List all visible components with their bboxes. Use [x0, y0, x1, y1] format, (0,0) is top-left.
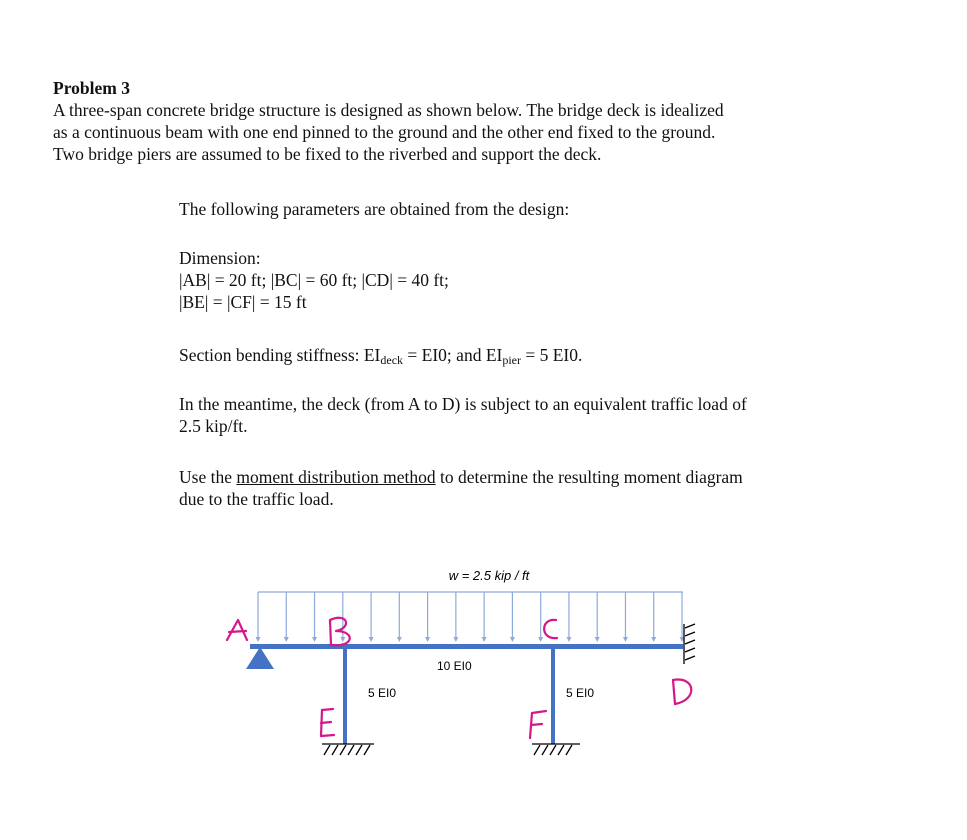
pier-be: [343, 648, 347, 744]
load-arrow-head: [566, 637, 571, 642]
load-arrow-head: [595, 637, 600, 642]
load-line-1: In the meantime, the deck (from A to D) is subject to an equivalent traffic load of: [179, 394, 747, 414]
method-prefix: Use the: [179, 467, 237, 487]
fixed-support-f: [532, 744, 580, 755]
load-arrow-head: [453, 637, 458, 642]
label-c-handwritten: [544, 620, 557, 638]
pier-left-stiffness-label: 5 EI0: [368, 686, 397, 700]
problem-title: Problem 3: [53, 78, 130, 98]
load-arrow-head: [510, 637, 515, 642]
pier-cf: [551, 648, 555, 744]
label-e-handwritten: [321, 709, 334, 736]
distributed-load: [256, 592, 685, 642]
pier-right-stiffness-label: 5 EI0: [566, 686, 595, 700]
method-link: moment distribution method: [236, 467, 436, 487]
intro-line-1: A three-span concrete bridge structure is designed as shown below. The bridge deck is idealized: [53, 100, 724, 120]
fixed-support-e: [322, 744, 374, 755]
dimension-line-2: |BE| = |CF| = 15 ft: [179, 292, 307, 312]
label-f-handwritten: [530, 711, 546, 738]
load-arrow-head: [397, 637, 402, 642]
label-a-handwritten: [227, 620, 247, 640]
load-arrow-head: [369, 637, 374, 642]
load-line-2: 2.5 kip/ft.: [179, 416, 248, 436]
method-line-2: due to the traffic load.: [179, 489, 334, 509]
intro-line-2: as a continuous beam with one end pinned to the ground and the other end fixed to the ground.: [53, 122, 716, 142]
load-arrow-head: [538, 637, 543, 642]
stiffness-middle: = EI0; and EI: [403, 345, 503, 365]
label-b-handwritten: [330, 618, 350, 646]
load-arrow-head: [284, 637, 289, 642]
load-arrow-head: [425, 637, 430, 642]
method-suffix: to determine the resulting moment diagram: [435, 467, 743, 487]
load-label: w = 2.5 kip / ft: [448, 568, 530, 583]
stiffness-deck-sub: deck: [380, 353, 404, 367]
load-arrow-head: [312, 637, 317, 642]
label-d-handwritten: [673, 680, 691, 704]
stiffness-prefix: Section bending stiffness: EI: [179, 345, 381, 365]
deck-beam: [250, 644, 683, 649]
stiffness-pier-sub: pier: [502, 353, 521, 367]
load-arrow-head: [340, 637, 345, 642]
deck-stiffness-label: 10 EI0: [437, 659, 472, 673]
load-arrow-head: [482, 637, 487, 642]
stiffness-suffix: = 5 EI0.: [521, 345, 583, 365]
load-arrows: [256, 592, 685, 642]
pin-support-a: [246, 647, 274, 669]
fixed-support-d: [684, 624, 695, 664]
dimension-line-1: |AB| = 20 ft; |BC| = 60 ft; |CD| = 40 ft;: [179, 270, 449, 290]
params-intro: The following parameters are obtained from the design:: [179, 199, 570, 219]
load-arrow-head: [651, 637, 656, 642]
dimension-label: Dimension:: [179, 248, 261, 268]
intro-line-3: Two bridge piers are assumed to be fixed to the riverbed and support the deck.: [53, 144, 602, 164]
load-arrow-head: [623, 637, 628, 642]
load-arrow-head: [256, 637, 261, 642]
